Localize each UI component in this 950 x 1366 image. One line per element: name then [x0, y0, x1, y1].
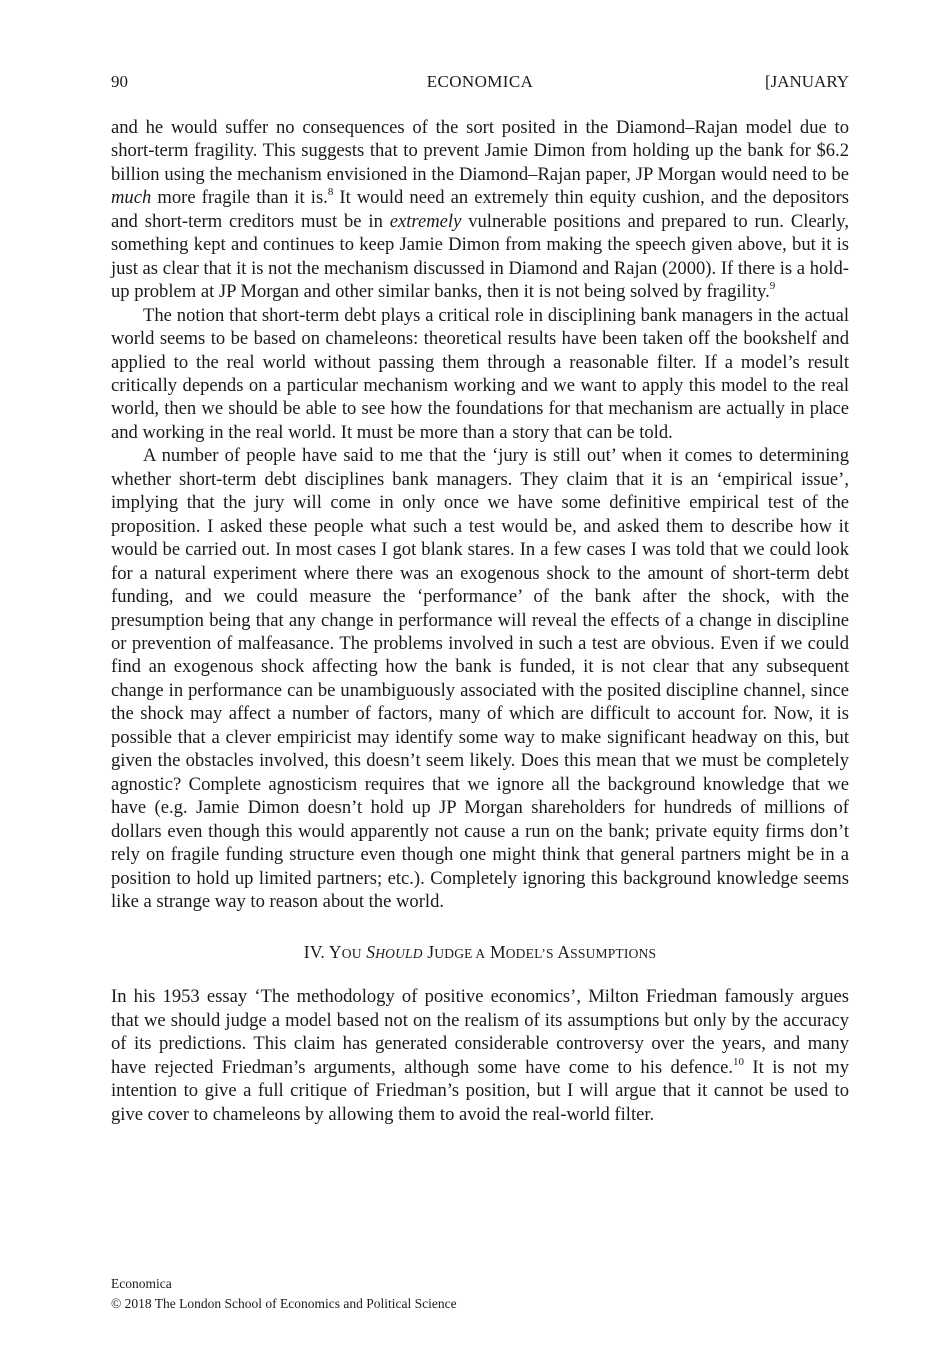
page-number: 90	[111, 72, 128, 91]
running-head	[111, 70, 849, 94]
page-footer	[111, 1274, 457, 1314]
journal-title: ECONOMICA	[426, 72, 534, 91]
paragraph-3: A number of people have said to me that the ‘jury is still out’ when it comes to determining whether short-term debt disciplines bank managers. They claim that it is an ‘empirical issue’, implying that the jury will come in only once we have some definitive empirical test of the proposition. I asked these people what such a test would be, and asked them to describe how it would be carried out. In most cases I got blank stares. In a few cases I was told that we could look for a natural experiment where there was an exogenous shock to the amount of short-term debt funding, and we could measure the ‘performance’ of the bank after the shock, with the presumption being that any change in performance will reveal the effects of a change in discipline or prevention of malfeasance. The problems involved in such a test are obvious. Even if we could find an exogenous shock affecting how the bank is funded, it is not clear that any subsequent change in performance can be unambiguously associated with the posited discipline channel, since the shock may affect a number of factors, many of which are difficult to account for. Now, it is possible that a clever empiricist may identify some way to make significant headway on this, but given the obstacles involved, this doesn’t seem likely. Does this mean that we must be completely agnostic? Complete agnosticism requires that we ignore all the background knowledge that we have (e.g. Jamie Dimon doesn’t hold up JP Morgan shareholders for hundreds of millions of dollars even though this would apparently not cause a run on the bank; private equity firms don’t rely on fragile funding structure even though one might think that general partners might be in a position to hold up limited partners; etc.). Completely ignoring this background knowledge seems like a strange way to reason about the world.	[111, 445, 849, 912]
heading-part: SSUMPTIONS	[570, 946, 657, 962]
paragraph-2: The notion that short-term debt plays a critical role in disciplining bank managers in the actual world seems to be based on chameleons: theoretical results have been taken off the bookshelf and applied to the real world without passing them through a reasonable filter. If a model’s result critically depends on a particular mechanism working and we want to apply this model to the real world, then we should be able to see how the foundations for that mechanism are actually in place and working in the real world. It must be more than a story that can be told.	[111, 304, 849, 443]
emphasis: much	[111, 187, 152, 209]
footnote-marker: 9	[769, 279, 776, 292]
text-run: more fragile than it is.	[151, 187, 328, 209]
heading-part: A	[557, 942, 571, 963]
heading-part: S	[366, 942, 376, 963]
footer-journal: Economica	[111, 1276, 172, 1291]
heading-part: OU	[341, 946, 362, 962]
heading-part: M	[489, 942, 506, 963]
paragraph-1	[111, 116, 849, 304]
text-run: It is not my intention to give a full critique of Friedman’s position, but I will argue that it cannot be used to give cover to chameleons by allowing them to avoid the real-world filter.	[111, 1056, 849, 1125]
text-run: and he would suffer no consequences of the sort posited in the Diamond–Rajan model due to short-term fragility. This suggests that to prevent Jamie Dimon from holding up the bank for $6.2 billion using the mechanism envisioned in the Diamond–Rajan paper, JP Morgan would need to be	[111, 117, 849, 185]
footnote-marker: 10	[732, 1055, 744, 1068]
article-body	[111, 116, 849, 1126]
heading-part: J	[427, 942, 435, 963]
text-run: It would need an extremely thin equity cushion, and the depositors and short-term creditors must be in	[111, 187, 849, 232]
heading-part: ODEL’S	[505, 946, 554, 962]
heading-part: HOULD	[375, 946, 423, 962]
heading-part: UDGE A	[434, 946, 486, 962]
text-run: In his 1953 essay ‘The methodology of positive economics’, Milton Friedman famously argues that we should judge a model based not on the realism of its assumptions but only by the accuracy of its predictions. This claim has generated considerable controversy over the years, and many have rejected Friedman’s arguments, although some have come to his defence.	[111, 986, 849, 1078]
text-run: vulnerable positions and prepared to run. Clearly, something kept and continues to keep Jamie Dimon from making the speech given above, but it is just as clear that it is not the mechanism discussed in Diamond and Rajan (2000). If there is a hold-up problem at JP Morgan and other similar banks, then it is not being solved by fragility.	[111, 210, 849, 303]
emphasis: extremely	[389, 210, 462, 232]
paragraph-4	[111, 985, 849, 1126]
section-heading	[111, 941, 849, 965]
footer-copyright: © 2018 The London School of Economics and Political Science	[111, 1296, 457, 1311]
footnote-marker: 8	[327, 186, 334, 199]
heading-part: IV. Y	[303, 942, 342, 963]
issue-label: [JANUARY	[764, 72, 849, 91]
